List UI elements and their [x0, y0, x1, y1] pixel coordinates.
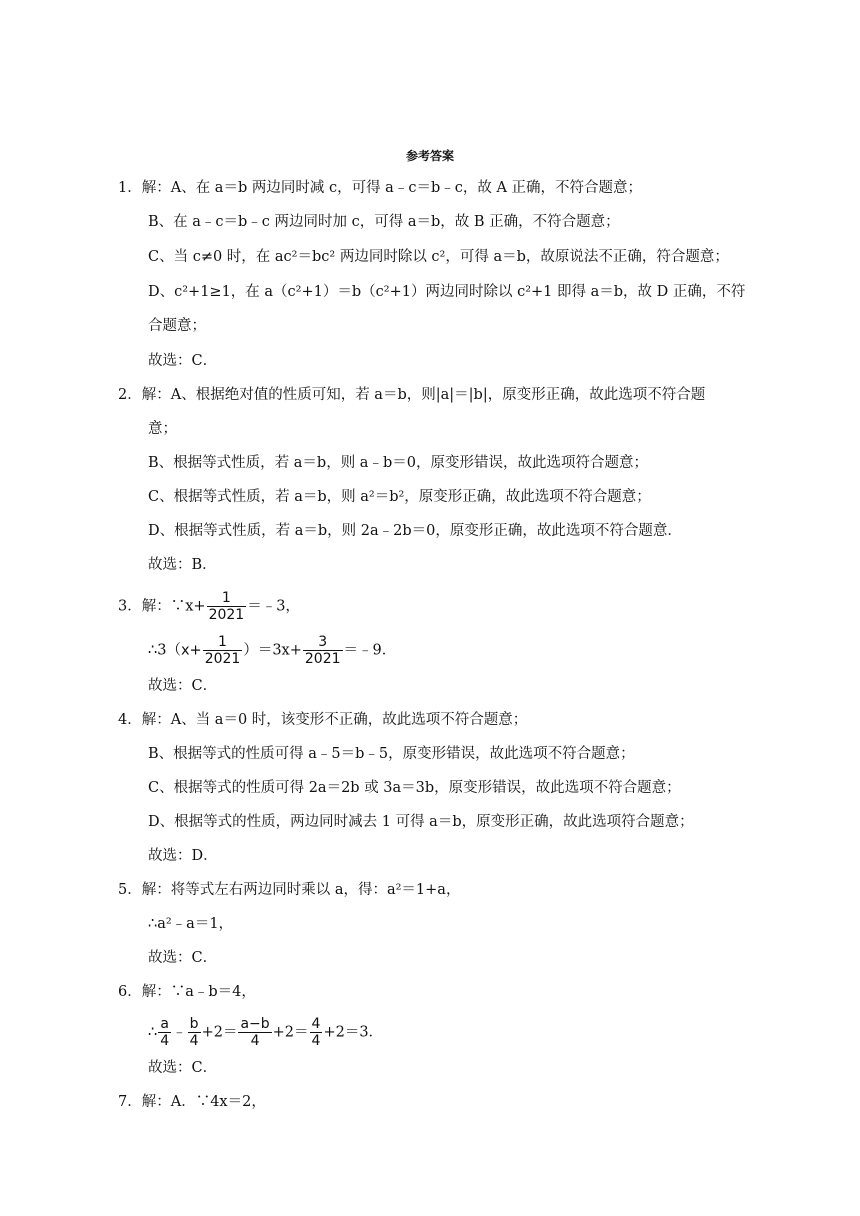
q4-line-4: D、根据等式的性质，两边同时减去 1 可得 a＝b，原变形正确，故此选项符合题意； — [148, 814, 694, 830]
q3-text-d: ）＝3x+ — [243, 642, 302, 659]
q3-text-c: ∴3（ — [148, 642, 181, 659]
q6-minus: ﹣ — [172, 1024, 187, 1041]
q3-text-b: ＝﹣3， — [247, 598, 300, 615]
q4-line-2: B、根据等式的性质可得 a﹣5＝b﹣5，原变形错误，故此选项不符合题意； — [148, 746, 635, 762]
q1-line-2: B、在 a﹣c＝b﹣c 两边同时加 c，可得 a＝b，故 B 正确，不符合题意； — [148, 214, 620, 230]
q3-frac2-denominator: 2021 — [204, 651, 241, 667]
q6-fraction-b — [188, 1016, 201, 1049]
q6-text-c: +2＝ — [272, 1024, 309, 1041]
q2-line-6: 故选：B． — [148, 557, 217, 573]
q3-line-1 — [118, 590, 300, 623]
q6-line-2 — [148, 1016, 383, 1049]
q6-text-b: +2＝ — [201, 1024, 238, 1041]
q6-frac-c-denominator: 4 — [250, 1033, 260, 1049]
q4-line-5: 故选：D． — [148, 848, 218, 864]
q3-text-a: 3．解：∵x+ — [118, 598, 206, 615]
q3-fraction-1 — [207, 590, 247, 623]
q6-frac-d-numerator: 4 — [311, 1016, 321, 1032]
q6-line-3: 故选：C． — [148, 1060, 218, 1076]
page-title: 参考答案 — [405, 149, 454, 163]
q3-text-e: ＝﹣9． — [343, 642, 397, 659]
q3-frac1-numerator: 1 — [207, 590, 247, 607]
q7-line-1: 7．解：A．∵4x＝2， — [118, 1094, 266, 1110]
q6-fraction-c — [238, 1016, 271, 1049]
q1-line-6: 故选：C． — [148, 353, 218, 369]
q6-fraction-a — [158, 1016, 171, 1049]
q6-frac-d-denominator: 4 — [311, 1033, 321, 1049]
q6-frac-b-denominator: 4 — [189, 1033, 199, 1049]
q3-frac2-numerator: 1 — [203, 634, 243, 651]
q1-line-5: 合题意； — [148, 318, 206, 334]
q2-line-2: 意； — [148, 421, 177, 437]
q1-line-1: 1．解：A、在 a＝b 两边同时减 c，可得 a﹣c＝b﹣c，故 A 正确，不符合题意； — [118, 180, 643, 196]
q3-line-3: 故选：C． — [148, 678, 218, 694]
q3-frac1-denominator: 2021 — [208, 607, 245, 623]
q6-frac-b-numerator: b — [188, 1016, 201, 1033]
q1-line-3: C、当 c≠0 时，在 ac²＝bc² 两边同时除以 c²，可得 a＝b，故原说法不正确，符合题意； — [148, 249, 729, 265]
q5-line-2: ∴a²﹣a＝1， — [148, 916, 234, 932]
q2-line-3: B、根据等式性质，若 a＝b，则 a﹣b＝0，原变形错误，故此选项符合题意； — [148, 455, 648, 471]
q3-line-2 — [148, 634, 396, 667]
q2-line-1: 2．解：A、根据绝对值的性质可知，若 a＝b，则|a|＝|b|，原变形正确，故此选项不符合题 — [118, 387, 706, 403]
q6-fraction-d — [310, 1016, 323, 1049]
q5-line-3: 故选：C． — [148, 950, 218, 966]
q6-frac-a-denominator: 4 — [160, 1033, 170, 1049]
q2-line-4: C、根据等式性质，若 a＝b，则 a²＝b²，原变形正确，故此选项不符合题意； — [148, 489, 651, 505]
q1-line-4: D、c²+1≥1，在 a（c²+1）＝b（c²+1）两边同时除以 c²+1 即得 a＝b，故 D 正确，不符 — [148, 284, 746, 300]
q4-line-3: C、根据等式的性质可得 2a＝2b 或 3a＝3b，原变形错误，故此选项不符合题意； — [148, 780, 681, 796]
q3-fraction-2 — [203, 634, 243, 667]
q5-line-1: 5．解：将等式左右两边同时乘以 a，得：a²＝1+a， — [118, 882, 461, 898]
q3-fraction-3 — [303, 634, 343, 667]
q3-frac3-denominator: 2021 — [304, 651, 341, 667]
q4-line-1: 4．解：A、当 a＝0 时，该变形不正确，故此选项不符合题意； — [118, 712, 528, 728]
q6-therefore: ∴ — [148, 1024, 158, 1041]
q6-frac-c-numerator: a−b — [240, 1016, 270, 1032]
q3-text-x: x+ — [180, 642, 202, 659]
q6-text-d: +2＝3． — [323, 1024, 384, 1041]
q6-line-1: 6．解：∵a﹣b＝4， — [118, 984, 256, 1000]
q6-frac-a-numerator: a — [158, 1016, 171, 1033]
q2-line-5: D、根据等式性质，若 a＝b，则 2a﹣2b＝0，原变形正确，故此选项不符合题意． — [148, 523, 682, 539]
q3-frac3-numerator: 3 — [303, 634, 343, 651]
